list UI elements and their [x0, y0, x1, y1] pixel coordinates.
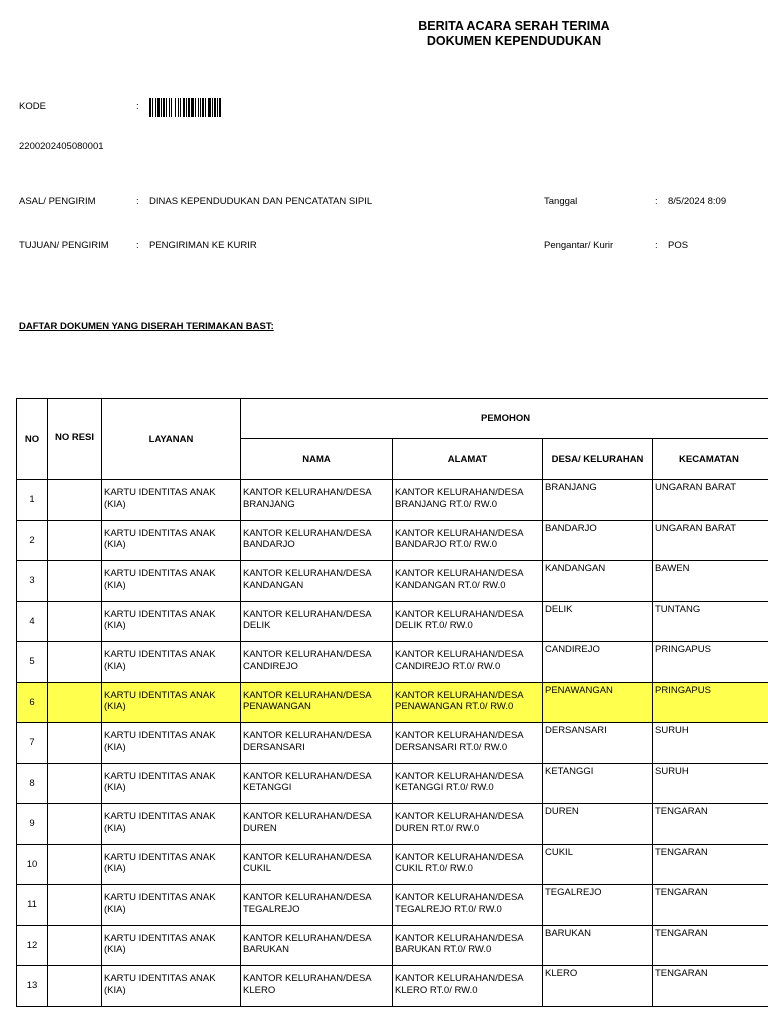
pengantar-value: POS [668, 240, 689, 251]
cell-no: 11 [17, 885, 48, 926]
cell-desa: CANDIREJO [543, 642, 653, 683]
cell-layanan: KARTU IDENTITAS ANAK (KIA) [102, 480, 241, 521]
cell-kecamatan: TUNTANG [653, 601, 768, 642]
cell-no: 6 [17, 682, 48, 723]
barcode-bar [217, 98, 218, 117]
cell-alamat: KANTOR KELURAHAN/DESA BANDARJO RT.0/ RW.0 [393, 520, 543, 561]
header-desa: DESA/ KELURAHAN [543, 439, 653, 480]
cell-layanan: KARTU IDENTITAS ANAK (KIA) [102, 642, 241, 683]
cell-desa: BRANJANG [543, 480, 653, 521]
document-table [16, 398, 768, 1007]
header-nama: NAMA [241, 439, 393, 480]
cell-no: 7 [17, 723, 48, 764]
cell-no-resi [48, 520, 102, 561]
header-alamat: ALAMAT [393, 439, 543, 480]
cell-layanan: KARTU IDENTITAS ANAK (KIA) [102, 844, 241, 885]
cell-alamat: KANTOR KELURAHAN/DESA CANDIREJO RT.0/ RW.0 [393, 642, 543, 683]
cell-no: 1 [17, 480, 48, 521]
header-kecamatan: KECAMATAN [653, 439, 768, 480]
cell-kecamatan: TENGARAN [653, 925, 768, 966]
cell-layanan: KARTU IDENTITAS ANAK (KIA) [102, 561, 241, 602]
cell-layanan: KARTU IDENTITAS ANAK (KIA) [102, 520, 241, 561]
cell-kecamatan: UNGARAN BARAT [653, 520, 768, 561]
kode-number: 2200202405080001 [19, 141, 104, 152]
cell-no: 13 [17, 966, 48, 1007]
cell-kecamatan: BAWEN [653, 561, 768, 602]
cell-no: 2 [17, 520, 48, 561]
cell-kecamatan: TENGARAN [653, 804, 768, 845]
table-row [17, 682, 768, 723]
cell-no: 9 [17, 804, 48, 845]
tanggal-separator: : [655, 196, 658, 207]
tujuan-value: PENGIRIMAN KE KURIR [149, 240, 257, 251]
cell-desa: TEGALREJO [543, 885, 653, 926]
barcode-bar [205, 98, 206, 117]
cell-alamat: KANTOR KELURAHAN/DESA TEGALREJO RT.0/ RW.0 [393, 885, 543, 926]
cell-desa: DELIK [543, 601, 653, 642]
table-row [17, 925, 768, 966]
barcode-bar [202, 98, 204, 117]
cell-nama: KANTOR KELURAHAN/DESA DELIK [241, 601, 393, 642]
cell-desa: BARUKAN [543, 925, 653, 966]
cell-kecamatan: PRINGAPUS [653, 642, 768, 683]
asal-label: ASAL/ PENGIRIM [19, 196, 96, 207]
cell-no-resi [48, 966, 102, 1007]
table-row [17, 844, 768, 885]
barcode-bar [163, 98, 165, 117]
cell-kecamatan: SURUH [653, 763, 768, 804]
cell-nama: KANTOR KELURAHAN/DESA BARUKAN [241, 925, 393, 966]
cell-no-resi [48, 601, 102, 642]
barcode-bar [169, 98, 170, 117]
table-body [17, 480, 768, 1007]
barcode-bar [157, 98, 160, 117]
header-no-resi: NO RESI [48, 399, 102, 480]
barcode-bar [188, 98, 190, 117]
cell-desa: CUKIL [543, 844, 653, 885]
header-no: NO [17, 399, 48, 480]
barcode-bar [200, 98, 201, 117]
cell-kecamatan: UNGARAN BARAT [653, 480, 768, 521]
table-row [17, 642, 768, 683]
cell-no-resi [48, 480, 102, 521]
cell-layanan: KARTU IDENTITAS ANAK (KIA) [102, 682, 241, 723]
table-row [17, 763, 768, 804]
header-pemohon: PEMOHON [241, 399, 768, 439]
cell-no-resi [48, 804, 102, 845]
cell-nama: KANTOR KELURAHAN/DESA TEGALREJO [241, 885, 393, 926]
title-line-2: DOKUMEN KEPENDUDUKAN [426, 33, 602, 48]
barcode-bar [186, 98, 187, 117]
cell-layanan: KARTU IDENTITAS ANAK (KIA) [102, 966, 241, 1007]
barcode-bar [152, 98, 153, 117]
cell-kecamatan: TENGARAN [653, 844, 768, 885]
cell-alamat: KANTOR KELURAHAN/DESA DERSANSARI RT.0/ RW.0 [393, 723, 543, 764]
cell-no-resi [48, 682, 102, 723]
cell-alamat: KANTOR KELURAHAN/DESA DUREN RT.0/ RW.0 [393, 804, 543, 845]
cell-kecamatan: PRINGAPUS [653, 682, 768, 723]
cell-nama: KANTOR KELURAHAN/DESA BANDARJO [241, 520, 393, 561]
cell-layanan: KARTU IDENTITAS ANAK (KIA) [102, 804, 241, 845]
barcode-bar [198, 98, 199, 117]
table-row [17, 804, 768, 845]
cell-layanan: KARTU IDENTITAS ANAK (KIA) [102, 763, 241, 804]
barcode-bar [208, 98, 211, 117]
table-row [17, 966, 768, 1007]
table-row [17, 885, 768, 926]
barcode-image [149, 98, 257, 117]
barcode-bar [180, 98, 181, 117]
cell-alamat: KANTOR KELURAHAN/DESA BRANJANG RT.0/ RW.0 [393, 480, 543, 521]
cell-nama: KANTOR KELURAHAN/DESA CANDIREJO [241, 642, 393, 683]
cell-no: 4 [17, 601, 48, 642]
cell-nama: KANTOR KELURAHAN/DESA KLERO [241, 966, 393, 1007]
cell-nama: KANTOR KELURAHAN/DESA KETANGGI [241, 763, 393, 804]
cell-alamat: KANTOR KELURAHAN/DESA KLERO RT.0/ RW.0 [393, 966, 543, 1007]
cell-no-resi [48, 723, 102, 764]
barcode-bar [166, 98, 167, 117]
cell-nama: KANTOR KELURAHAN/DESA KANDANGAN [241, 561, 393, 602]
tanggal-label: Tanggal [544, 196, 578, 207]
asal-separator: : [136, 196, 139, 207]
cell-no-resi [48, 844, 102, 885]
cell-layanan: KARTU IDENTITAS ANAK (KIA) [102, 723, 241, 764]
cell-no: 8 [17, 763, 48, 804]
cell-alamat: KANTOR KELURAHAN/DESA KANDANGAN RT.0/ RW.0 [393, 561, 543, 602]
barcode-bar [149, 98, 151, 117]
barcode-bar [171, 98, 172, 117]
barcode-bar [161, 98, 162, 117]
cell-nama: KANTOR KELURAHAN/DESA DERSANSARI [241, 723, 393, 764]
barcode-bar [155, 98, 156, 117]
cell-no-resi [48, 763, 102, 804]
tujuan-separator: : [136, 240, 139, 251]
cell-no: 3 [17, 561, 48, 602]
cell-desa: DERSANSARI [543, 723, 653, 764]
barcode-bar [191, 98, 194, 117]
cell-no-resi [48, 642, 102, 683]
cell-layanan: KARTU IDENTITAS ANAK (KIA) [102, 601, 241, 642]
table-row [17, 480, 768, 521]
cell-alamat: KANTOR KELURAHAN/DESA DELIK RT.0/ RW.0 [393, 601, 543, 642]
cell-layanan: KARTU IDENTITAS ANAK (KIA) [102, 885, 241, 926]
table-row [17, 723, 768, 764]
cell-desa: KETANGGI [543, 763, 653, 804]
table-row [17, 520, 768, 561]
barcode-bar [183, 98, 185, 117]
cell-no-resi [48, 885, 102, 926]
cell-no: 5 [17, 642, 48, 683]
cell-desa: KLERO [543, 966, 653, 1007]
table-row [17, 601, 768, 642]
section-title: DAFTAR DOKUMEN YANG DISERAH TERIMAKAN BAST: [19, 321, 274, 332]
cell-alamat: KANTOR KELURAHAN/DESA BARUKAN RT.0/ RW.0 [393, 925, 543, 966]
cell-no-resi [48, 925, 102, 966]
cell-alamat: KANTOR KELURAHAN/DESA PENAWANGAN RT.0/ RW.0 [393, 682, 543, 723]
cell-kecamatan: TENGARAN [653, 885, 768, 926]
pengantar-label: Pengantar/ Kurir [544, 240, 614, 251]
cell-nama: KANTOR KELURAHAN/DESA PENAWANGAN [241, 682, 393, 723]
document-title [380, 19, 648, 48]
cell-desa: BANDARJO [543, 520, 653, 561]
asal-value: DINAS KEPENDUDUKAN DAN PENCATATAN SIPIL [149, 196, 373, 207]
barcode-bar [195, 98, 196, 117]
cell-desa: PENAWANGAN [543, 682, 653, 723]
cell-alamat: KANTOR KELURAHAN/DESA CUKIL RT.0/ RW.0 [393, 844, 543, 885]
pengantar-separator: : [655, 240, 658, 251]
cell-nama: KANTOR KELURAHAN/DESA BRANJANG [241, 480, 393, 521]
title-line-1: BERITA ACARA SERAH TERIMA [418, 19, 610, 33]
cell-nama: KANTOR KELURAHAN/DESA CUKIL [241, 844, 393, 885]
tanggal-value: 8/5/2024 8:09 [668, 196, 727, 207]
header-layanan: LAYANAN [102, 399, 241, 480]
cell-no: 12 [17, 925, 48, 966]
tujuan-label: TUJUAN/ PENGIRIM [19, 240, 109, 251]
cell-desa: DUREN [543, 804, 653, 845]
barcode-bar [212, 98, 213, 117]
barcode-bar [214, 98, 216, 117]
cell-no-resi [48, 561, 102, 602]
cell-no: 10 [17, 844, 48, 885]
table-row [17, 561, 768, 602]
kode-separator: : [136, 101, 139, 112]
cell-desa: KANDANGAN [543, 561, 653, 602]
cell-layanan: KARTU IDENTITAS ANAK (KIA) [102, 925, 241, 966]
kode-label: KODE [19, 101, 46, 112]
barcode-bar [175, 98, 176, 117]
barcode-bar [178, 98, 179, 117]
cell-alamat: KANTOR KELURAHAN/DESA KETANGGI RT.0/ RW.0 [393, 763, 543, 804]
cell-kecamatan: SURUH [653, 723, 768, 764]
cell-nama: KANTOR KELURAHAN/DESA DUREN [241, 804, 393, 845]
barcode-bar [219, 98, 221, 117]
cell-kecamatan: TENGARAN [653, 966, 768, 1007]
